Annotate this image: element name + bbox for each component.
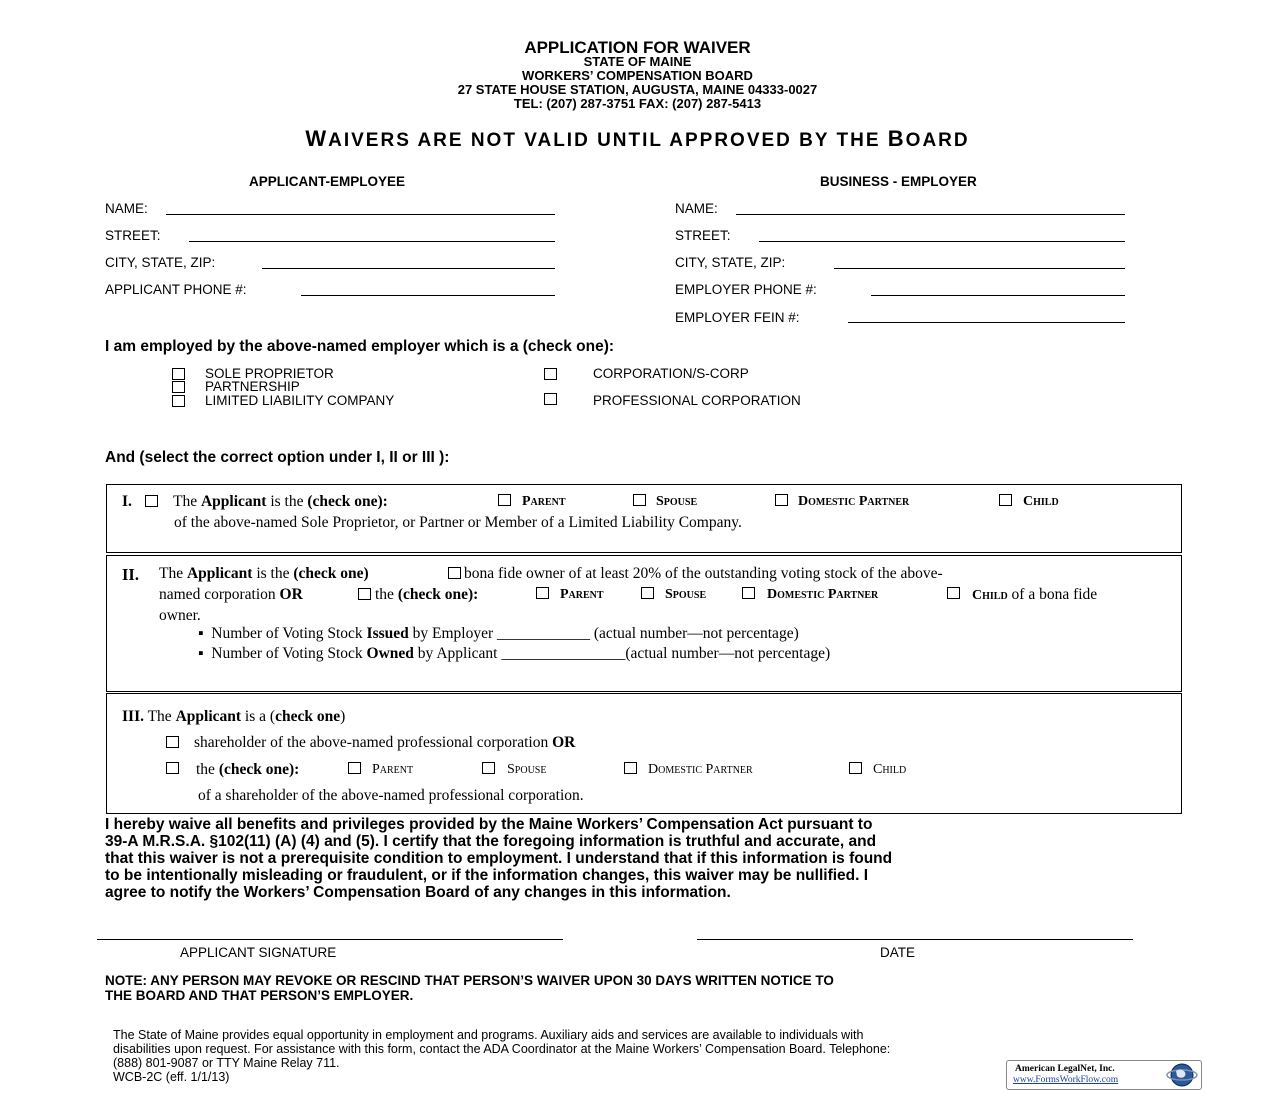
option-2-parent-label: Parent [560,587,604,602]
llc-checkbox[interactable] [172,395,185,407]
date-label: DATE [880,945,916,960]
employee-name-label: NAME: [105,201,148,216]
corporation-checkbox[interactable] [544,368,557,380]
partnership-label: PARTNERSHIP [205,379,300,394]
option-2-owner-checkbox[interactable] [448,567,461,579]
employee-phone-field[interactable] [301,295,555,296]
globe-icon [1165,1062,1199,1088]
date-field[interactable] [697,939,1133,940]
option-2-line-1b: bona fide owner of at least 20% of the outstanding voting stock of the above- [464,565,943,582]
option-1-line-1: I. [122,493,132,510]
option-1-spouse-checkbox[interactable] [633,494,646,506]
option-1-text: The Applicant is the (check one): [173,493,388,510]
option-3-last-line: of a shareholder of the above-named professional corporation. [198,787,584,804]
option-2-line-2b: the (check one): [375,586,479,603]
logo-url[interactable]: www.FormsWorkFlow.com [1013,1075,1119,1085]
entity-prompt: I am employed by the above-named employer which is a (check one): [105,338,615,355]
employer-phone-label: EMPLOYER PHONE #: [675,282,817,297]
option-2-partner-label: Domestic Partner [767,587,879,602]
option-1-line-2: of the above-named Sole Proprietor, or Partner or Member of a Limited Liability Company. [174,514,742,531]
employer-street-field[interactable] [759,241,1125,242]
employee-city-field[interactable] [262,268,555,269]
llc-label: LIMITED LIABILITY COMPANY [205,393,395,408]
option-2-relation-checkbox[interactable] [358,588,371,600]
employer-fein-label: EMPLOYER FEIN #: [675,310,800,325]
american-legalnet-logo[interactable] [1006,1060,1202,1090]
option-1-checkbox[interactable] [145,495,158,507]
revocation-note: NOTE: ANY PERSON MAY REVOKE OR RESCIND THAT PERSON’S WAIVER UPON 30 DAYS WRITTEN NOTICE TO THE BOARD AND THAT PERSON’S EMPLOYER. [105,973,834,1003]
employee-city-label: CITY, STATE, ZIP: [105,255,216,270]
option-3-relation-checkbox[interactable] [166,762,179,774]
agency-address: STATE OF MAINE WORKERS’ COMPENSATION BOARD 27 STATE HOUSE STATION, AUGUSTA, MAINE 04333-0027 TEL: (207) 287-3751 FAX: (207) 287-5413 [457,54,818,111]
option-1-parent-checkbox[interactable] [498,494,511,506]
certification-paragraph: I hereby waive all benefits and privileges provided by the Maine Workers’ Compensation Act pursuant to 39-A M.R.S.A. §102(11) (A) (4) and (5). I certify that the foregoing information is truthful and accurate, and that this waiver is not a prerequisite condition to employment. I understand that if this information is found to be intentionally misleading or fraudulent, or if the information changes, this waiver may be nullified. I agree to notify the Workers’ Compensation Board of any changes in this information. [105,816,893,901]
employee-phone-label: APPLICANT PHONE #: [105,282,247,297]
option-2-line-3: owner. [159,607,201,624]
logo-name: American LegalNet, Inc. [1015,1064,1115,1074]
sole-proprietor-checkbox[interactable] [172,368,185,380]
corporation-label: CORPORATION/S-CORP [593,366,749,381]
option-2-child-text: Child of a bona fide [972,586,1098,603]
option-3-spouse-label: Spouse [507,762,547,777]
option-3-parent-checkbox[interactable] [348,762,361,774]
option-1-parent-label: Parent [522,494,566,509]
option-2-line-1: The Applicant is the (check one) [159,565,369,582]
option-1-child-label: Child [1023,494,1059,509]
option-3-parent-label: Parent [372,762,414,777]
option-3-child-checkbox[interactable] [849,762,862,774]
option-3-partner-label: Domestic Partner [648,762,753,777]
option-2-spouse-checkbox[interactable] [641,587,654,599]
employee-heading: APPLICANT-EMPLOYEE [249,174,406,189]
form-title: APPLICATION FOR WAIVER [524,38,751,57]
option-2-partner-checkbox[interactable] [742,587,755,599]
option-2-number: II. [122,565,139,584]
option-2-child-checkbox[interactable] [947,587,960,599]
professional-corporation-label: PROFESSIONAL CORPORATION [593,393,801,408]
option-1-partner-checkbox[interactable] [775,494,788,506]
option-3-shareholder-text: shareholder of the above-named professional corporation OR [194,734,576,751]
validity-banner: WAIVERS ARE NOT VALID UNTIL APPROVED BY THE BOARD [305,126,970,151]
employer-phone-field[interactable] [871,295,1125,296]
option-3-shareholder-checkbox[interactable] [166,736,179,748]
option-3-line-1: III. The Applicant is a (check one) [122,708,346,725]
employee-street-label: STREET: [105,228,161,243]
employer-city-field[interactable] [834,268,1125,269]
option-3-child-label: Child [873,762,907,777]
option-3-relation-text: the (check one): [196,761,300,778]
employer-city-label: CITY, STATE, ZIP: [675,255,786,270]
applicant-signature-label: APPLICANT SIGNATURE [180,945,337,960]
employer-street-label: STREET: [675,228,731,243]
select-option-prompt: And (select the correct option under I, II or III ): [105,449,450,466]
option-2-line-2: named corporation OR [159,586,303,603]
employer-heading: BUSINESS - EMPLOYER [820,174,977,189]
equal-opportunity-footer: The State of Maine provides equal opportunity in employment and programs. Auxiliary aids and services are available to individuals with disabilities upon request. For assistance with this form, contact the ADA Coordinator at the Maine Workers’ Compensation Board. Telephone: (888) 801-9087 or TTY Maine Relay 711. WCB-2C (eff. 1/1/13) [113,1028,891,1084]
professional-corporation-checkbox[interactable] [544,393,557,405]
sole-proprietor-label: SOLE PROPRIETOR [205,366,334,381]
employee-street-field[interactable] [189,241,555,242]
employer-fein-field[interactable] [848,322,1125,323]
option-3-spouse-checkbox[interactable] [482,762,495,774]
employer-name-field[interactable] [736,214,1125,215]
option-2-spouse-label: Spouse [665,587,707,602]
option-2-parent-checkbox[interactable] [536,587,549,599]
employee-name-field[interactable] [166,214,555,215]
option-1-spouse-label: Spouse [656,494,698,509]
stock-issued-line: ▪ Number of Voting Stock Issued by Employer ____________ (actual number—not percentage) [198,625,799,642]
partnership-checkbox[interactable] [172,381,185,393]
option-1-child-checkbox[interactable] [999,494,1012,506]
stock-owned-line: ▪ Number of Voting Stock Owned by Applicant ________________(actual number—not percentage) [198,645,831,662]
applicant-signature-field[interactable] [97,939,563,940]
employer-name-label: NAME: [675,201,718,216]
option-3-partner-checkbox[interactable] [624,762,637,774]
option-1-partner-label: Domestic Partner [798,494,910,509]
